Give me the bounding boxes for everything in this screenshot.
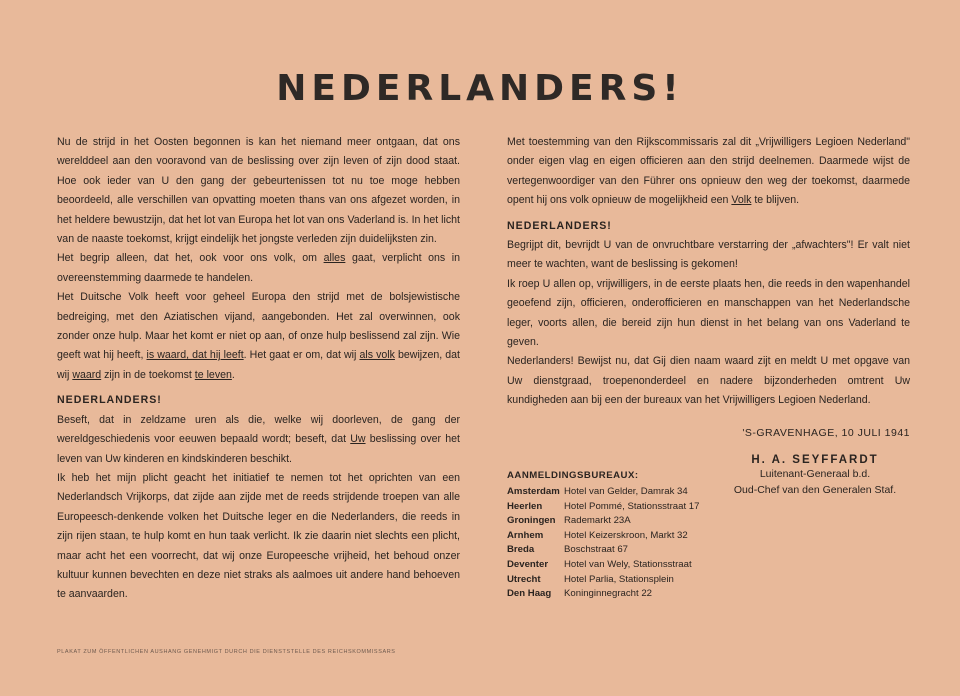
office-city: Groningen [507,515,556,527]
office-address: Hotel van Gelder, Damrak 34 [564,486,688,497]
paragraph: Ik heb het mijn plicht geacht het initiatief te nemen tot het oprichten van een Nederlandsch Vrijkorps, dat zijde aan zijde met de reeds strijdende troepen van alle Europeesch-denkende volken het Duitsche leger en die Nederlanders, die reeds in zijn rijen staan, te hulp komt en hun taak verlicht. Ik zie daarin niet slechts een plicht, maar acht het een voorrecht, dat wij onze Europeesche vrijheid, het behoud onzer kultuur kunnen bevechten en deze niet straks als aalmoes uit andere hand behoeven te aanvaarden. [57,471,460,601]
text: gaat, verplicht ons in overeenstemming daarmede te handelen. [57,252,461,284]
office-city: Utrecht [507,573,541,585]
left-column [57,133,460,605]
office-row [507,543,737,558]
paragraph [57,411,460,469]
text: Het Duitsche Volk heeft voor geheel Europa den strijd met de bolsjewistische bedreiging, met den Aziatischen vijand, aangebonden. Het zal overwinnen, ook zonder onze hulp. Maar het komt er niet op aan, of onze hulp beslissend zal zijn. Wie geeft wat hij heeft, [57,291,460,362]
office-row [507,485,737,500]
text: Beseft, dat in zeldzame uren als die, welke wij doorleven, de gang der wereldgeschiedenis voor eeuwen bepaald wordt; beseft, dat [57,413,460,446]
signatory-role: Oud-Chef van den Generalen Staf. [733,484,897,496]
text: te blijven. [751,194,800,207]
office-city: Breda [507,544,535,556]
text: . [231,368,235,381]
underlined-text: als volk [359,349,395,362]
paragraph [57,249,460,288]
office-row [507,573,737,588]
underlined-text: Uw [350,433,366,446]
office-address: Koninginnegracht 22 [564,588,653,600]
underlined-text: te leven [194,368,232,381]
text: Met toestemming van den Rijkscommissaris zal dit „Vrijwilligers Legioen Nederland" onder eigen vlag en eigen officieren aan den strijd deelnemen. Daarmede wijst de vertegenwoordiger van den Führer ons opnieuw den weg der toekomst, daarmede opent hij ons volk opnieuw de mogelijkheid een [507,136,910,207]
right-column [507,133,910,411]
office-address: Boschstraat 67 [564,544,628,556]
signatory-name: H. A. SEYFFARDT [751,454,879,466]
office-address: Hotel Parlia, Stationsplein [564,573,674,585]
text: . Het gaat er om, dat wij [243,349,360,362]
text: bewijzen, dat wij [57,349,460,381]
office-city: Amsterdam [507,486,560,497]
office-address: Rademarkt 23A [564,515,631,527]
underlined-text: waard [72,368,102,381]
office-address: Hotel Keizerskroon, Markt 32 [564,529,688,541]
signatory-rank: Luitenant-Generaal b.d. [759,468,871,480]
office-row [507,514,737,529]
office-row [507,587,737,602]
office-address: Hotel van Wely, Stationsstraat [564,558,692,570]
office-row [507,500,737,515]
paragraph: Nederlanders! Bewijst nu, dat Gij dien naam waard zijt en meldt U met opgave van Uw dienstgraad, troepenonderdeel en nadere bijzonderheden omtrent Uw kundigheden aan bij een der bureaux van het Vrijwilligers Legioen Nederland. [507,355,910,407]
paragraph: Begrijpt dit, bevrijdt U van de onvruchtbare verstarring der „afwachters"! Er valt niet meer te wachten, want de beslissing is gekomen! [507,239,910,271]
text: zijn in de toekomst [101,368,195,381]
underlined-text: is waard, dat hij leeft [146,349,244,362]
office-row [507,529,737,544]
underlined-text: Volk [731,194,752,207]
office-address: Hotel Pommé, Stationsstraat 17 [564,500,700,512]
office-city: Heerlen [507,500,543,512]
paragraph [507,133,910,211]
paragraph: Ik roep U allen op, vrijwilligers, in de eerste plaats hen, die reeds in den wapenhandel geoefend zijn, officieren, onderofficieren en manschappen van het Nederlandsche leger, voorts allen, die bereid zijn hun dienst in het belang van ons Vaderland te geven. [507,277,910,349]
approval-footer: PLAKAT ZUM ÖFFENTLICHEN AUSHANG GENEHMIGT DURCH DIE DIENSTSTELLE DES REICHSKOMMISSARS [57,649,396,655]
office-row [507,558,737,573]
place-date: 'S-GRAVENHAGE, 10 JULI 1941 [742,427,910,439]
office-city: Deventer [507,558,549,570]
poster-title: NEDERLANDERS! [276,68,684,109]
section-heading: NEDERLANDERS! [507,219,612,232]
text: Het begrip alleen, dat het, ook voor ons volk, om [57,252,324,265]
offices-title: AANMELDINGSBUREAUX: [507,470,639,481]
registration-offices [507,470,737,602]
paragraph: Nu de strijd in het Oosten begonnen is kan het niemand meer ontgaan, dat ons werelddeel aan den vooravond van de beslissing over zijn leven of zijn dood staat. Hoe ook ieder van U den gang der gebeurtenissen tot nu toe moge hebben beoordeeld, alle verschillen van opvatting moeten thans van ons afgezet worden, in het heldere bewustzijn, dat het lot van Europa het lot van ons Vaderland is. In het licht van de naaste toekomst, krijgt eindelijk het jongste verleden zijn duidelijksten zin. [57,136,460,246]
office-city: Arnhem [507,529,544,541]
signature-block [720,454,910,498]
section-heading: NEDERLANDERS! [57,394,162,407]
underlined-text: alles [323,252,346,265]
office-city: Den Haag [507,588,552,600]
text: beslissing over het leven van Uw kinderen en kindskinderen beschikt. [57,433,460,465]
paragraph [57,288,460,385]
